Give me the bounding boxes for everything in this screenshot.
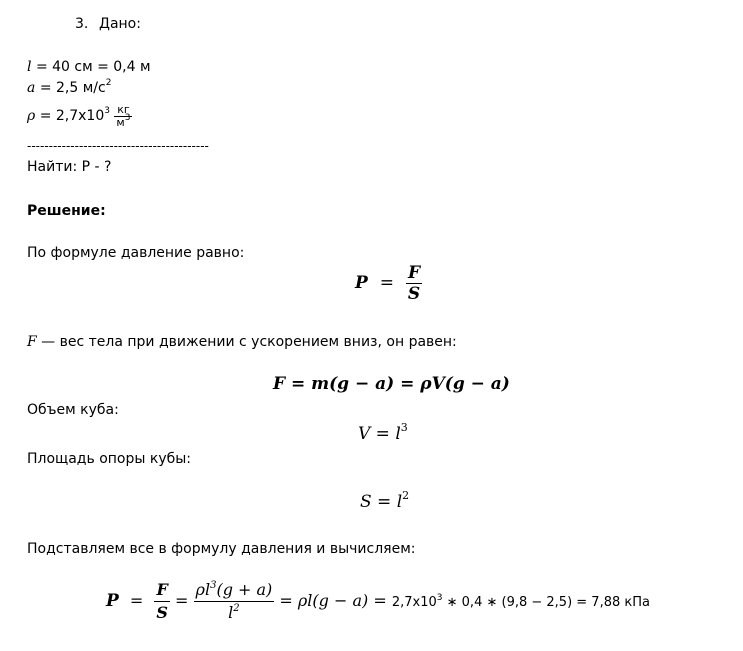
acceleration-symbol: a bbox=[27, 80, 36, 96]
final-fraction-force-area bbox=[154, 579, 170, 624]
pressure-equation: P = $\frac{F}{S}$ bbox=[355, 263, 421, 304]
acceleration-exponent: 2 bbox=[105, 78, 112, 89]
area-equation bbox=[360, 489, 410, 512]
density-symbol: ρ bbox=[27, 108, 36, 124]
density-unit-numerator: кг bbox=[114, 104, 132, 117]
volume-text: Объем куба: bbox=[27, 402, 119, 418]
density-unit-denominator: $м^3$ bbox=[116, 112, 131, 129]
area-exponent: 2 bbox=[402, 489, 410, 503]
force-description: — вес тела при движении с ускорением вниз, он равен: bbox=[41, 334, 457, 350]
pressure-symbol: P bbox=[355, 273, 368, 293]
separator-line: ------------------------------------------ bbox=[27, 139, 209, 153]
final-simplified: = ρl(g − a) = bbox=[279, 591, 387, 610]
volume-exponent: 3 bbox=[400, 421, 408, 435]
volume-base: l bbox=[395, 424, 401, 444]
acceleration-value: = 2,5 м/с bbox=[39, 80, 106, 96]
pressure-fraction bbox=[406, 263, 422, 304]
density-unit bbox=[114, 104, 132, 129]
solution-heading: Решение: bbox=[27, 203, 106, 219]
final-expanded-numerator: $\rho l^3(g + a)$ bbox=[194, 579, 275, 602]
substitute-text: Подставляем все в формулу давления и вычисляем: bbox=[27, 541, 416, 557]
final-pressure-symbol: P bbox=[106, 591, 119, 611]
given-label: Дано: bbox=[99, 16, 141, 32]
density-exponent: 3 bbox=[104, 106, 110, 117]
final-area: S bbox=[156, 603, 168, 622]
given-acceleration bbox=[27, 79, 111, 97]
force-equation: F = m(g − a) = ρV(g − a) bbox=[273, 374, 510, 394]
force-text bbox=[27, 333, 457, 351]
force-symbol: F bbox=[27, 334, 37, 350]
pressure-formula-text: По формуле давление равно: bbox=[27, 245, 245, 261]
find-text: Найти: P - ? bbox=[27, 159, 112, 175]
pressure-numerator: F bbox=[406, 263, 422, 284]
volume-lhs: V = bbox=[358, 424, 390, 444]
density-value: = 2,7x10 bbox=[39, 108, 105, 124]
given-density bbox=[27, 101, 132, 131]
pressure-denominator: S bbox=[407, 284, 421, 304]
problem-number: 3. bbox=[75, 16, 89, 32]
area-lhs: S = bbox=[360, 492, 392, 512]
final-force: F bbox=[154, 579, 170, 602]
final-fraction-expanded bbox=[194, 579, 275, 624]
area-text: Площадь опоры кубы: bbox=[27, 451, 192, 467]
final-numeric: $2,7x10^3$ ∗ 0,4 ∗ (9,8 − 2,5) = 7,88 кПа bbox=[391, 592, 650, 610]
volume-equation bbox=[358, 421, 408, 444]
final-equation: P = $\frac{F}{S}$ = $\frac{\rho l^3(g + a)}{l^2}$ = $\rho l(g - a) = 2,7x10^3$ ∗ 0,4 ∗ (9,8 − 2,5) = 7,88 кПа bbox=[106, 579, 650, 622]
length-symbol: l bbox=[27, 59, 32, 75]
area-base: l bbox=[396, 492, 403, 512]
length-value: = 40 см = 0,4 м bbox=[35, 59, 151, 75]
given-length bbox=[27, 58, 151, 76]
final-expanded-denominator: $l^2$ bbox=[228, 602, 240, 622]
